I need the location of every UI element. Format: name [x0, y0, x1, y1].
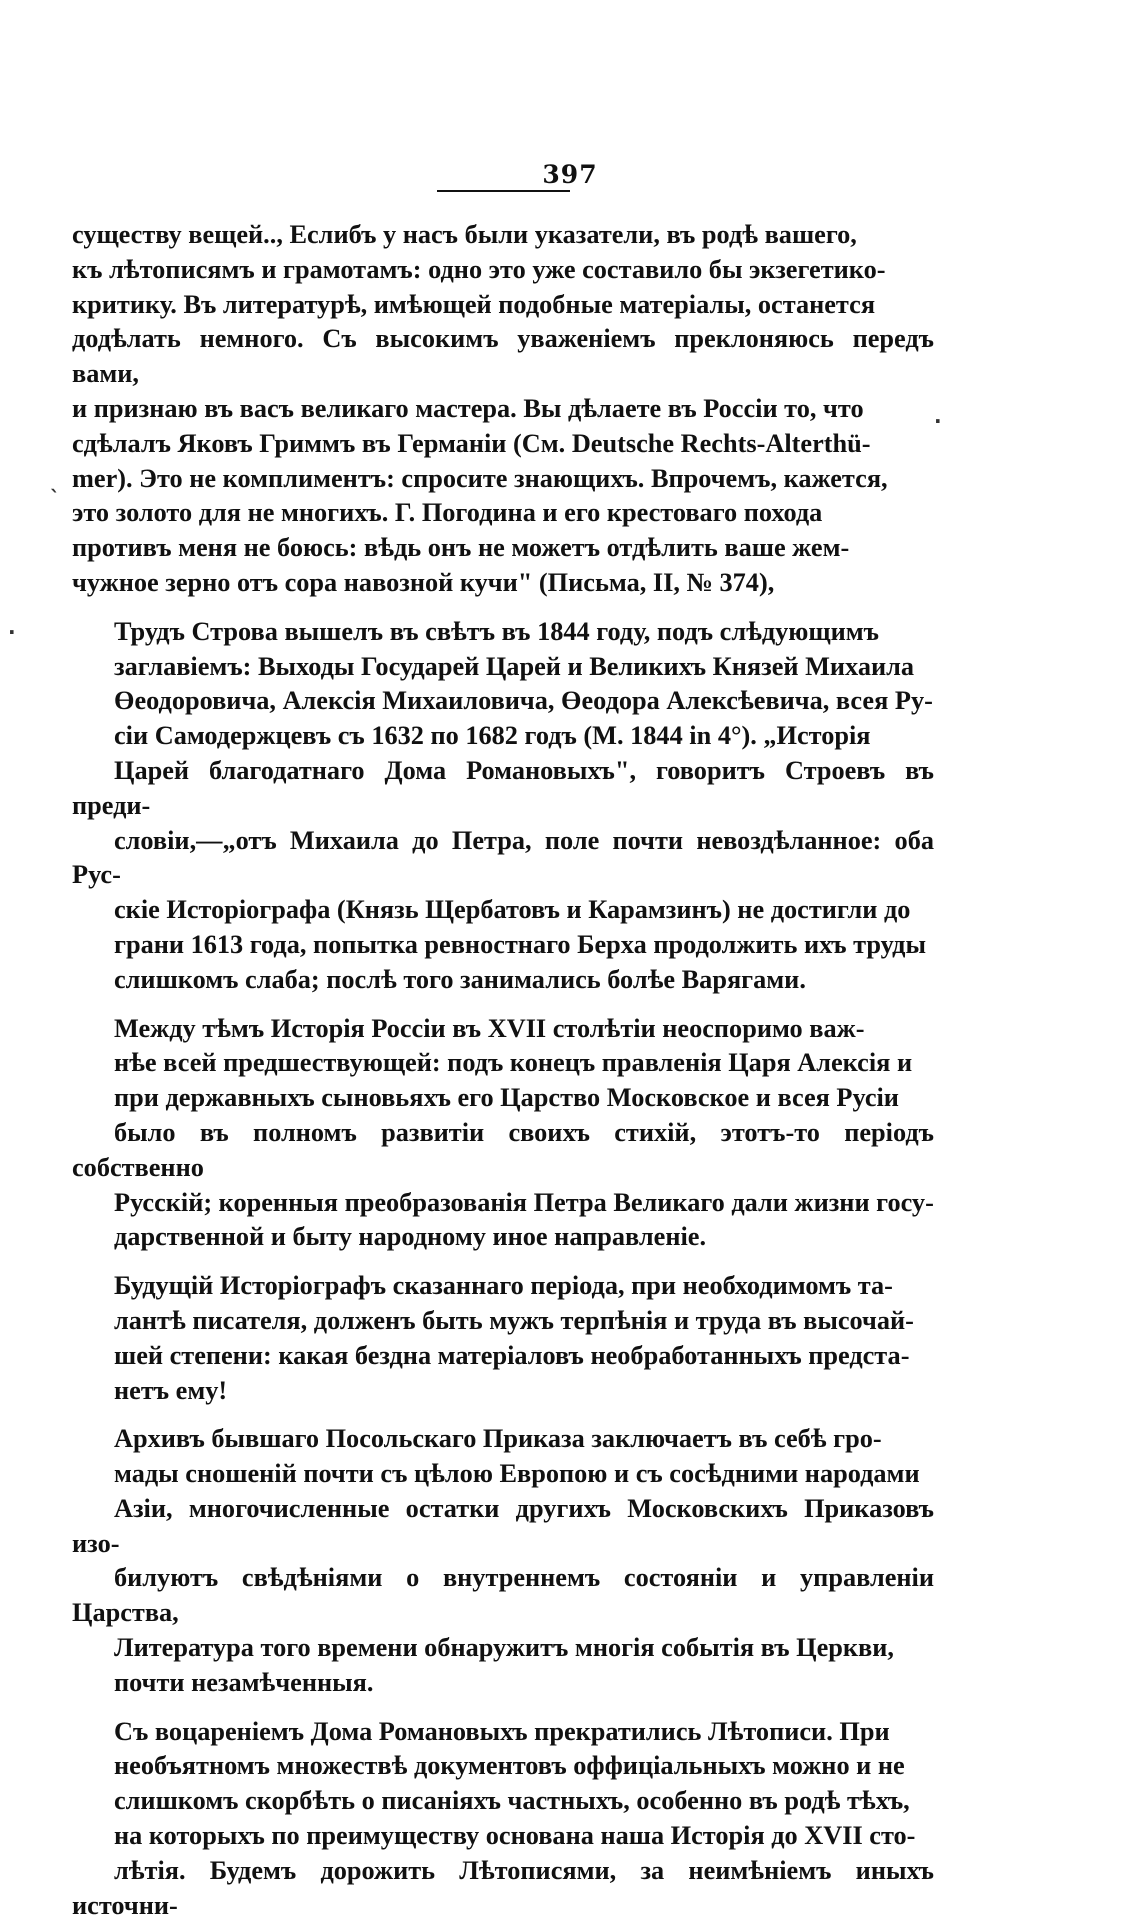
page-number: 397	[542, 160, 598, 189]
text-line: додѣлать немного. Съ высокимъ уваженіемъ преклоняюсь передъ вами,	[72, 324, 934, 389]
text-line: билуютъ свѣдѣніями о внутреннемъ состояніи и управленіи Царства,	[72, 1563, 934, 1628]
text-line: дарственной и быту народному иное направленіе.	[114, 1222, 707, 1252]
text-line: чужное зерно отъ сора навозной кучи" (Письма, II, № 374),	[72, 567, 775, 597]
text-line: мады сношеній почти съ цѣлою Европою и съ сосѣдними народами	[114, 1459, 920, 1489]
text-line: заглавіемъ: Выходы Государей Царей и Великихъ Князей Михаила	[114, 651, 915, 681]
margin-tick-mark: ˋ	[50, 486, 60, 510]
text-line: Съ воцареніемъ Дома Романовыхъ прекратились Лѣтописи. При	[114, 1716, 890, 1746]
text-line: слишкомъ скорбѣть о писаніяхъ частныхъ, особенно въ родѣ тѣхъ,	[114, 1786, 910, 1816]
text-line: Трудъ Строва вышелъ въ свѣтъ въ 1844 году, подъ слѣдующимъ	[114, 616, 879, 646]
text-line: Русскій; коренныя преобразованія Петра Великаго дали жизни госу-	[114, 1187, 934, 1217]
text-line: слишкомъ слаба; послѣ того занимались болѣе Варягами.	[114, 964, 806, 994]
text-line: лантѣ писателя, долженъ быть мужъ терпѣнія и труда въ высочай-	[114, 1305, 914, 1335]
text-line: на которыхъ по преимуществу основана наша Исторія до XVII сто-	[114, 1821, 916, 1851]
text-line: нѣе всей предшествующей: подъ конецъ правленія Царя Алексія и	[114, 1048, 913, 1078]
text-line: Архивъ бывшаго Посольскаго Приказа заключаетъ въ себѣ гро-	[114, 1424, 882, 1454]
text-line: сіи Самодержцевъ съ 1632 по 1682 годъ (М. 1844 in 4°). „Исторія	[114, 721, 871, 751]
text-line: лѣтія. Будемъ дорожить Лѣтописями, за неимѣніемъ иныхъ источни-	[72, 1855, 934, 1920]
text-line: Литература того времени обнаружитъ многія событія въ Церкви,	[114, 1633, 894, 1663]
text-line: шей степени: какая бездна матеріаловъ необработанныхъ предста-	[114, 1340, 910, 1370]
paragraph-letter-quote	[72, 218, 934, 601]
text-line: это золото для не многихъ. Г. Погодина и его крестоваго похода	[72, 498, 823, 528]
paragraph-future-historiographer	[72, 1269, 934, 1408]
text-line: противъ меня не боюсь: вѣдь онъ не можетъ отдѣлить ваше жем-	[72, 533, 850, 563]
text-line: сдѣлалъ Яковъ Гриммъ въ Германіи (См. Deutsche Rechts-Alterthü-	[72, 428, 871, 458]
text-line: скіе Исторіографа (Князь Щербатовъ и Карамзинъ) не достигли до	[114, 895, 911, 925]
text-line: словіи,—„отъ Михаила до Петра, поле почти невоздѣланное: оба Рус-	[72, 825, 934, 890]
text-line: Өеодоровича, Алексія Михаиловича, Өеодора Алексѣевича, всея Ру-	[114, 686, 933, 716]
text-line: было въ полномъ развитіи своихъ стихій, этотъ-то періодъ собственно	[72, 1117, 934, 1182]
text-column	[72, 218, 934, 1923]
text-line: нетъ ему!	[114, 1375, 228, 1405]
text-line: къ лѣтописямъ и грамотамъ: одно это уже составило бы экзегетико-	[72, 254, 886, 284]
margin-dot-mark: ·	[8, 620, 16, 644]
paragraph-archive	[72, 1422, 934, 1700]
text-line: Между тѣмъ Исторія Россіи въ XVII столѣтіи неоспоримо важ-	[114, 1013, 865, 1043]
paragraph-stroev-work	[72, 615, 934, 998]
header-rule	[437, 190, 570, 192]
text-line: грани 1613 года, попытка ревностнаго Берха продолжить ихъ труды	[114, 929, 927, 959]
paragraph-chronicles	[72, 1715, 934, 1923]
margin-dot-mark: .	[934, 404, 942, 428]
text-line: при державныхъ сыновьяхъ его Царство Московское и всея Русіи	[114, 1083, 899, 1113]
text-line: существу вещей.., Еслибъ у насъ были указатели, въ родѣ вашего,	[72, 220, 857, 249]
text-line: и признаю въ васъ великаго мастера. Вы дѣлаете въ Россіи то, что	[72, 393, 864, 423]
text-line: Царей благодатнаго Дома Романовыхъ", говоритъ Строевъ въ преди-	[72, 755, 934, 820]
text-line: mer). Это не комплиментъ: спросите знающихъ. Впрочемъ, кажется,	[72, 463, 888, 493]
text-line: необъятномъ множествѣ документовъ оффиціальныхъ можно и не	[114, 1751, 905, 1781]
text-line: почти незамѣченныя.	[114, 1667, 374, 1697]
text-line: Будущій Исторіографъ сказаннаго періода, при необходимомъ та-	[114, 1271, 893, 1301]
text-line: критику. Въ литературѣ, имѣющей подобные матеріалы, останется	[72, 289, 876, 319]
text-line: Азіи, многочисленные остатки другихъ Московскихъ Приказовъ изо-	[72, 1493, 934, 1558]
paragraph-xvii-century	[72, 1012, 934, 1256]
